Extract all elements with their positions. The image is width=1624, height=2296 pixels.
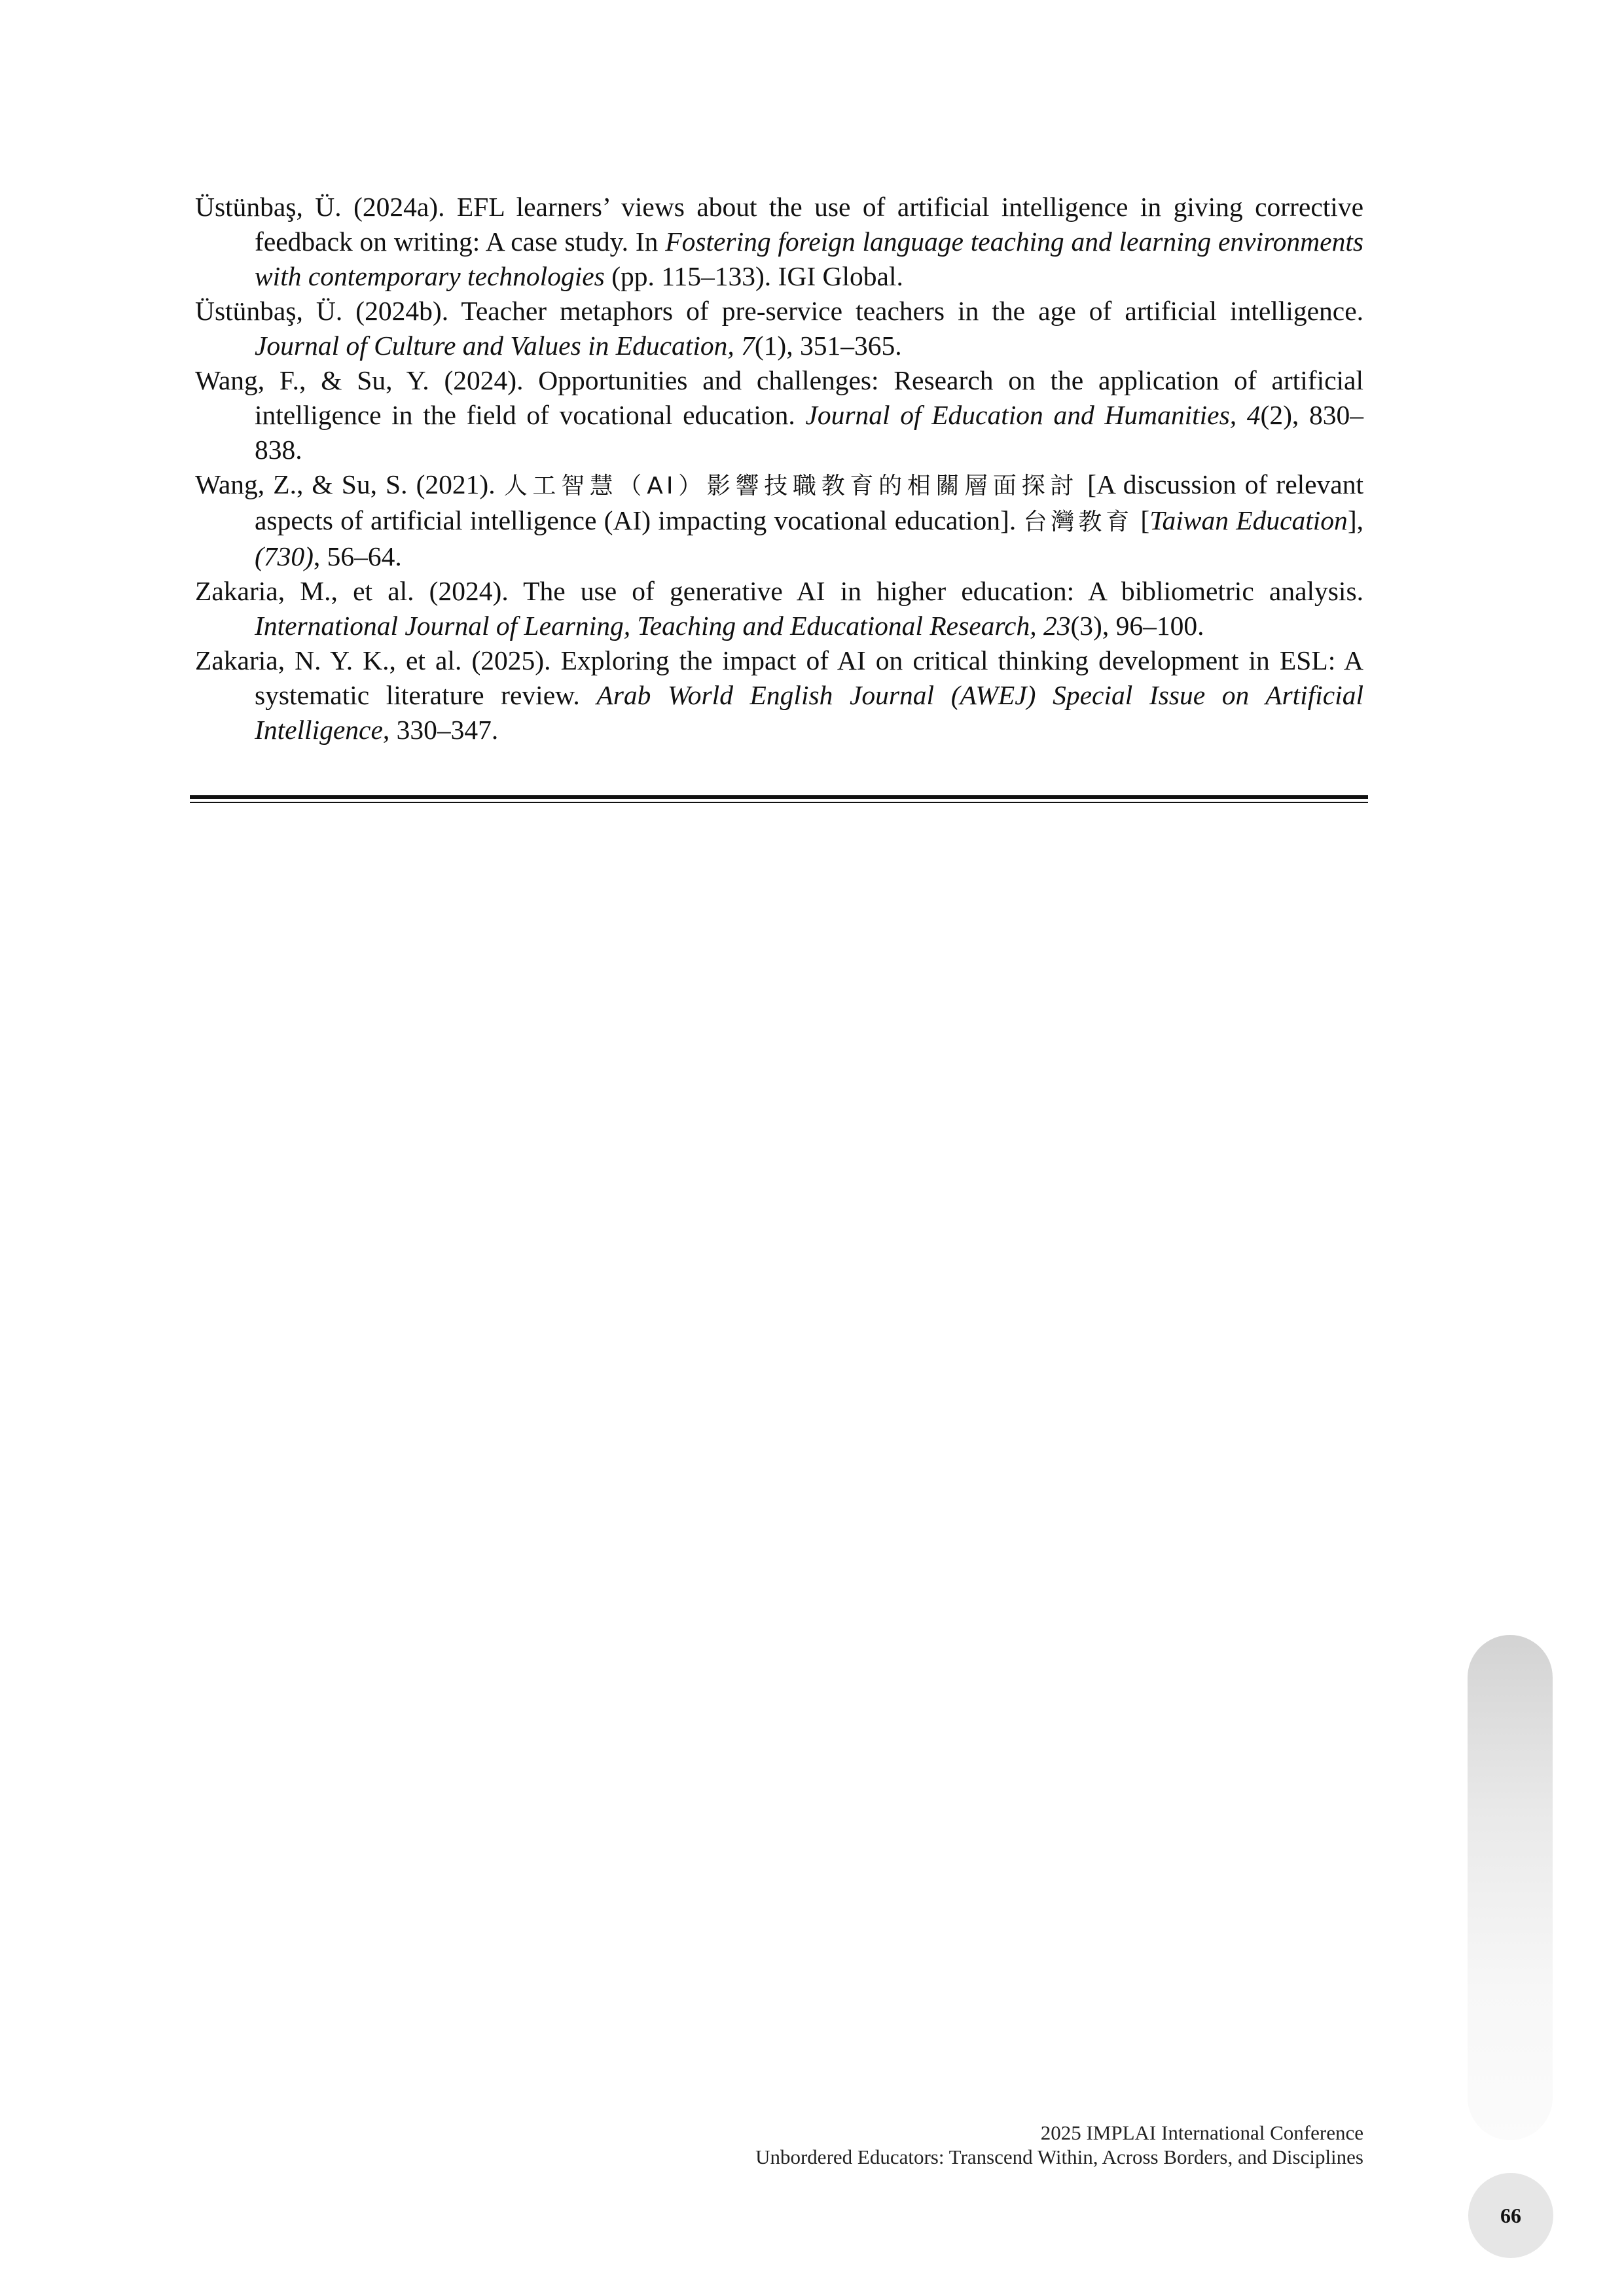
reference-text: Zakaria, N. Y. K., et al. (2025). Exploring the impact of AI on critical thinking development in ESL: A systematic literature review. — [195, 645, 1363, 710]
reference-text: Wang, Z., & Su, S. (2021). — [195, 469, 504, 499]
reference-title-english: [A discussion of relevant aspects of artificial intelligence (AI) impacting vocational education]. — [255, 469, 1364, 535]
reference-list — [195, 190, 1363, 747]
page-number-badge — [1468, 2173, 1553, 2258]
reference-entry — [195, 190, 1363, 294]
reference-entry — [195, 294, 1363, 363]
reference-title-chinese: 人工智慧（AI）影響技職教育的相關層面探討 — [503, 473, 1079, 499]
reference-pages: (3), 96–100. — [1070, 611, 1204, 641]
reference-text: Üstünbaş, Ü. (2024a). EFL learners’ views about the use of artificial intelligence in giving corrective feedback on writing: A case study. In — [195, 192, 1363, 257]
conference-theme: Unbordered Educators: Transcend Within, Across Borders, and Disciplines — [755, 2145, 1363, 2168]
reference-text: Wang, F., & Su, Y. (2024). Opportunities and challenges: Research on the application of artificial intelligence in the field of vocational education. — [195, 365, 1363, 430]
reference-journal: International Journal of Learning, Teaching and Educational Research, 23 — [255, 611, 1071, 641]
reference-entry — [195, 467, 1363, 574]
reference-text: Zakaria, M., et al. (2024). The use of generative AI in higher education: A bibliometric analysis. — [195, 576, 1363, 606]
reference-pages: , 56–64. — [313, 541, 402, 571]
reference-pages: (2), 830–838. — [255, 400, 1363, 465]
reference-pages: , 330–347. — [382, 715, 499, 745]
reference-issue: (730) — [255, 541, 314, 571]
reference-journal: Arab World English Journal (AWEJ) Special Issue on Artificial Intelligence — [255, 680, 1363, 745]
reference-text: Üstünbaş, Ü. (2024b). Teacher metaphors of pre-service teachers in the age of artificial intelligence. — [195, 296, 1363, 326]
reference-journal-chinese: 台灣教育 — [1023, 509, 1134, 535]
reference-entry — [195, 574, 1363, 643]
divider-thin-line — [190, 802, 1368, 803]
reference-book-title: Fostering foreign language teaching and learning environments with contemporary technologies — [255, 226, 1363, 291]
reference-pages: (1), 351–365. — [754, 331, 902, 361]
reference-journal: Journal of Culture and Values in Education, 7 — [255, 331, 755, 361]
side-decoration-tab — [1468, 1635, 1553, 2140]
reference-bracket: [ — [1133, 505, 1150, 535]
reference-journal: Taiwan Education — [1149, 505, 1348, 535]
reference-journal: Journal of Education and Humanities, 4 — [805, 400, 1261, 430]
reference-bracket: ], — [1347, 505, 1364, 535]
page-footer — [755, 2121, 1363, 2169]
conference-name: 2025 IMPLAI International Conference — [1040, 2121, 1363, 2144]
reference-entry — [195, 363, 1363, 467]
reference-pages: (pp. 115–133). IGI Global. — [604, 261, 903, 291]
section-divider — [190, 795, 1368, 803]
reference-entry — [195, 643, 1363, 747]
page-number: 66 — [1500, 2203, 1521, 2227]
